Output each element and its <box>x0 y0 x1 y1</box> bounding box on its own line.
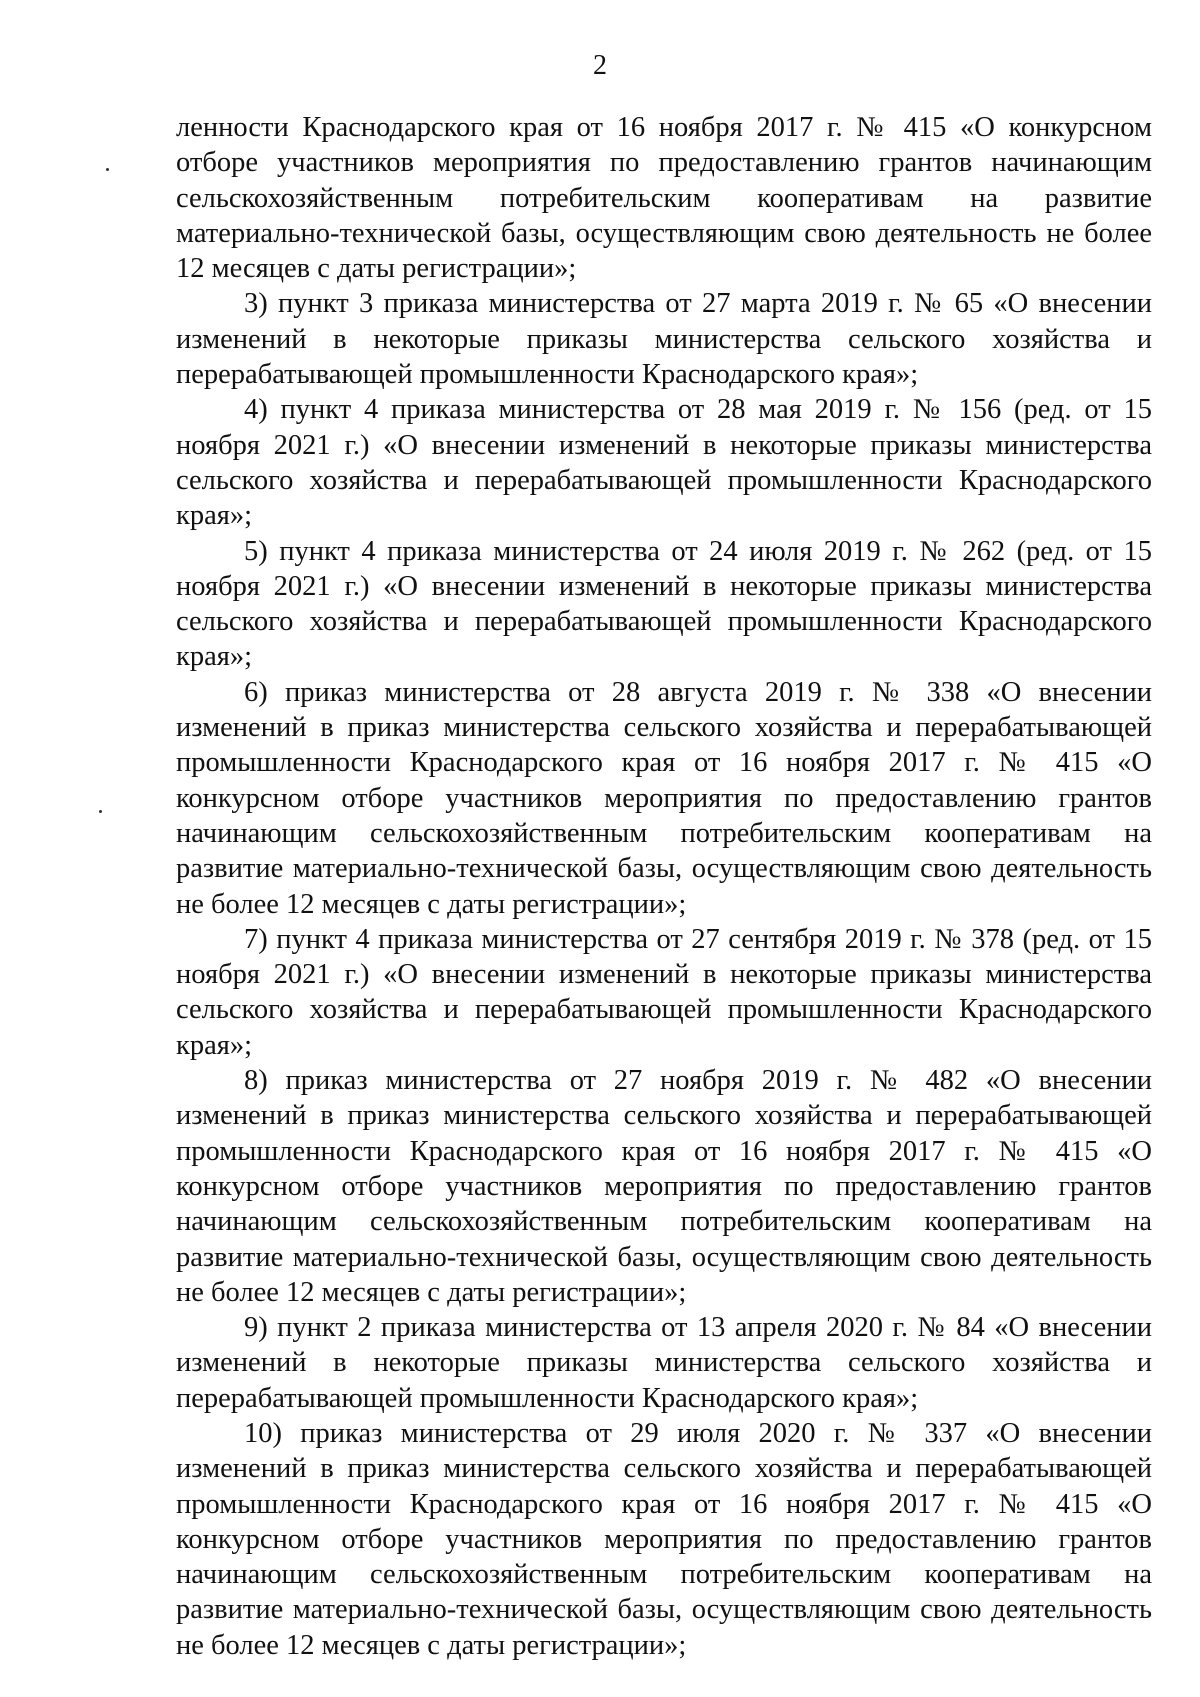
scan-speck <box>106 168 109 171</box>
page-number: 2 <box>593 50 607 81</box>
list-item-8: 8) приказ министерства от 27 ноября 2019 г. № 482 «О внесении изменений в приказ министерства сельского хозяйства и перерабатывающей промышленности Краснодарского края от 16 ноября 2017 г. № 415 «О конкурсном отборе участников мероприятия по предоставлению грантов начинающим сельскохозяйственным потребительским кооперативам на развитие материально-технической базы, осуществляющим свою деятельность не более 12 месяцев с даты регистрации»; <box>176 1065 1152 1308</box>
list-item-5: 5) пункт 4 приказа министерства от 24 июля 2019 г. № 262 (ред. от 15 ноября 2021 г.) «О внесении изменений в некоторые приказы министерства сельского хозяйства и перерабатывающей промышленности Краснодарского края»; <box>176 535 1152 673</box>
paragraph-continuation: ленности Краснодарского края от 16 ноября 2017 г. № 415 «О конкурсном отборе участников мероприятия по предоставлению грантов начинающим сельскохозяйственным потребительским кооперативам на развитие материально-технической базы, осуществляющим свою деятельность не более 12 месяцев с даты регистрации»; <box>176 112 1152 285</box>
list-item-10: 10) приказ министерства от 29 июля 2020 г. № 337 «О внесении изменений в приказ министерства сельского хозяйства и перерабатывающей промышленности Краснодарского края от 16 ноября 2017 г. № 415 «О конкурсном отборе участников мероприятия по предоставлению грантов начинающим сельскохозяйственным потребительским кооперативам на развитие материально-технической базы, осуществляющим свою деятельность не более 12 месяцев с даты регистрации»; <box>176 1417 1152 1661</box>
list-item-9: 9) пункт 2 приказа министерства от 13 апреля 2020 г. № 84 «О внесении изменений в некоторые приказы министерства сельского хозяйства и перерабатывающей промышленности Краснодарского края»; <box>176 1312 1152 1414</box>
list-item-7: 7) пункт 4 приказа министерства от 27 сентября 2019 г. № 378 (ред. от 15 ноября 2021 г.) «О внесении изменений в некоторые приказы министерства сельского хозяйства и перерабатывающей промышленности Краснодарского края»; <box>176 923 1152 1061</box>
list-item-6: 6) приказ министерства от 28 августа 2019 г. № 338 «О внесении изменений в приказ министерства сельского хозяйства и перерабатывающей промышленности Краснодарского края от 16 ноября 2017 г. № 415 «О конкурсном отборе участников мероприятия по предоставлению грантов начинающим сельскохозяйственным потребительским кооперативам на развитие материально-технической базы, осуществляющим свою деятельность не более 12 месяцев с даты регистрации»; <box>176 676 1152 920</box>
list-item-3: 3) пункт 3 приказа министерства от 27 марта 2019 г. № 65 «О внесении изменений в некоторые приказы министерства сельского хозяйства и перерабатывающей промышленности Краснодарского края»; <box>176 288 1152 391</box>
list-item-4: 4) пункт 4 приказа министерства от 28 мая 2019 г. № 156 (ред. от 15 ноября 2021 г.) «О внесении изменений в некоторые приказы министерства сельского хозяйства и перерабатывающей промышленности Краснодарского края»; <box>176 394 1152 532</box>
document-body <box>176 110 1152 1663</box>
scan-speck <box>99 810 102 813</box>
